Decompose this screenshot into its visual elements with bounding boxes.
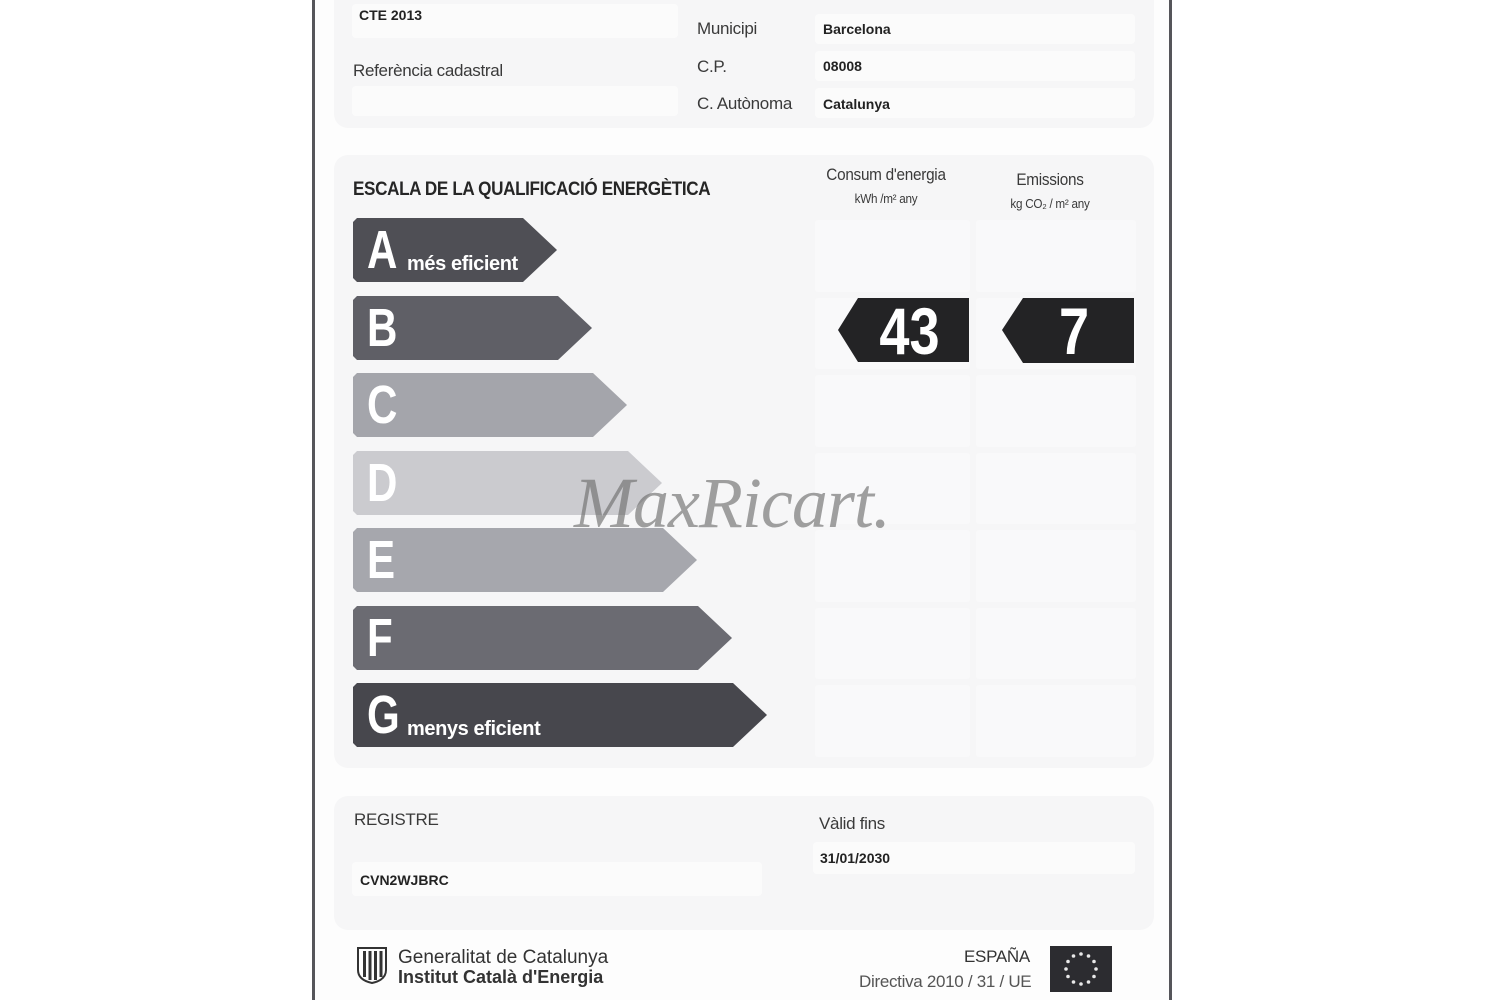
region-label: C. Autònoma — [697, 94, 792, 113]
energy-class-description: més eficient — [407, 253, 518, 275]
rating-grid-cell — [976, 608, 1136, 680]
valid-until-label: Vàlid fins — [819, 814, 885, 833]
eu-flag-icon — [1050, 946, 1112, 992]
rating-grid-cell — [976, 220, 1136, 292]
rating-grid-cell — [815, 375, 970, 447]
municipality-value: Barcelona — [823, 21, 891, 37]
energy-class-f — [353, 606, 732, 670]
postcode-label: C.P. — [697, 57, 727, 76]
postcode-field-box — [815, 51, 1135, 81]
valid-until-value: 31/01/2030 — [820, 850, 891, 866]
rating-grid-cell — [815, 685, 970, 757]
emissions-unit: kg CO₂ / m² any — [1010, 196, 1090, 211]
region-value: Catalunya — [823, 96, 890, 112]
registry-label: REGISTRE — [354, 810, 439, 829]
consumption-rating-marker — [838, 294, 969, 368]
emissions-heading: Emissions — [1016, 170, 1084, 189]
rating-grid-cell — [815, 220, 970, 292]
emissions-rating-marker — [1002, 294, 1134, 368]
rating-grid-cell — [976, 530, 1136, 602]
energy-class-letter: B — [367, 297, 398, 358]
eu-star-icon — [1079, 982, 1083, 986]
consumption-heading: Consum d'energia — [826, 165, 946, 184]
energy-class-arrow-shape — [353, 606, 732, 670]
eu-star-icon — [1087, 980, 1091, 984]
directive-label: Directiva 2010 / 31 / UE — [859, 972, 1032, 991]
eu-star-icon — [1092, 975, 1096, 979]
watermark-logo: MaxRicart. — [574, 463, 890, 543]
eu-star-icon — [1072, 980, 1076, 984]
rating-grid-cell — [976, 375, 1136, 447]
cadastral-reference-label: Referència cadastral — [353, 61, 503, 80]
energy-class-description: menys eficient — [407, 718, 541, 740]
registry-code-value: CVN2WJBRC — [360, 872, 449, 888]
building-standard: CTE 2013 — [359, 7, 423, 23]
energy-class-a — [353, 218, 557, 282]
municipality-label: Municipi — [697, 19, 757, 38]
eu-star-icon — [1094, 967, 1098, 971]
rating-grid-cell — [976, 453, 1136, 525]
postcode-value: 08008 — [823, 58, 862, 74]
energy-class-letter: G — [367, 685, 400, 745]
cadastral-reference-field — [352, 86, 678, 116]
country-label: ESPAÑA — [964, 947, 1030, 966]
eu-star-icon — [1064, 967, 1068, 971]
eu-star-icon — [1087, 954, 1091, 958]
consumption-rating-value: 43 — [879, 294, 940, 368]
emissions-rating-value: 7 — [1058, 294, 1090, 368]
icaen-name: Institut Català d'Energia — [398, 967, 604, 987]
eu-star-icon — [1066, 960, 1070, 964]
eu-star-icon — [1079, 952, 1083, 956]
eu-star-icon — [1072, 954, 1076, 958]
rating-grid-cell — [815, 608, 970, 680]
energy-class-letter: F — [367, 607, 393, 668]
energy-class-b — [353, 296, 592, 360]
energy-scale-title: ESCALA DE LA QUALIFICACIÓ ENERGÈTICA — [353, 179, 711, 200]
energy-class-letter: A — [367, 220, 398, 280]
energy-class-letter: E — [367, 530, 396, 590]
generalitat-name: Generalitat de Catalunya — [398, 947, 609, 968]
energy-class-g — [353, 683, 767, 747]
generalitat-logo-icon — [356, 946, 388, 984]
eu-star-icon — [1092, 960, 1096, 964]
energy-class-letter: D — [367, 452, 398, 513]
energy-class-c — [353, 373, 627, 437]
energy-class-letter: C — [367, 375, 398, 435]
consumption-unit: kWh /m² any — [854, 191, 918, 206]
eu-star-icon — [1066, 975, 1070, 979]
rating-grid-cell — [976, 685, 1136, 757]
